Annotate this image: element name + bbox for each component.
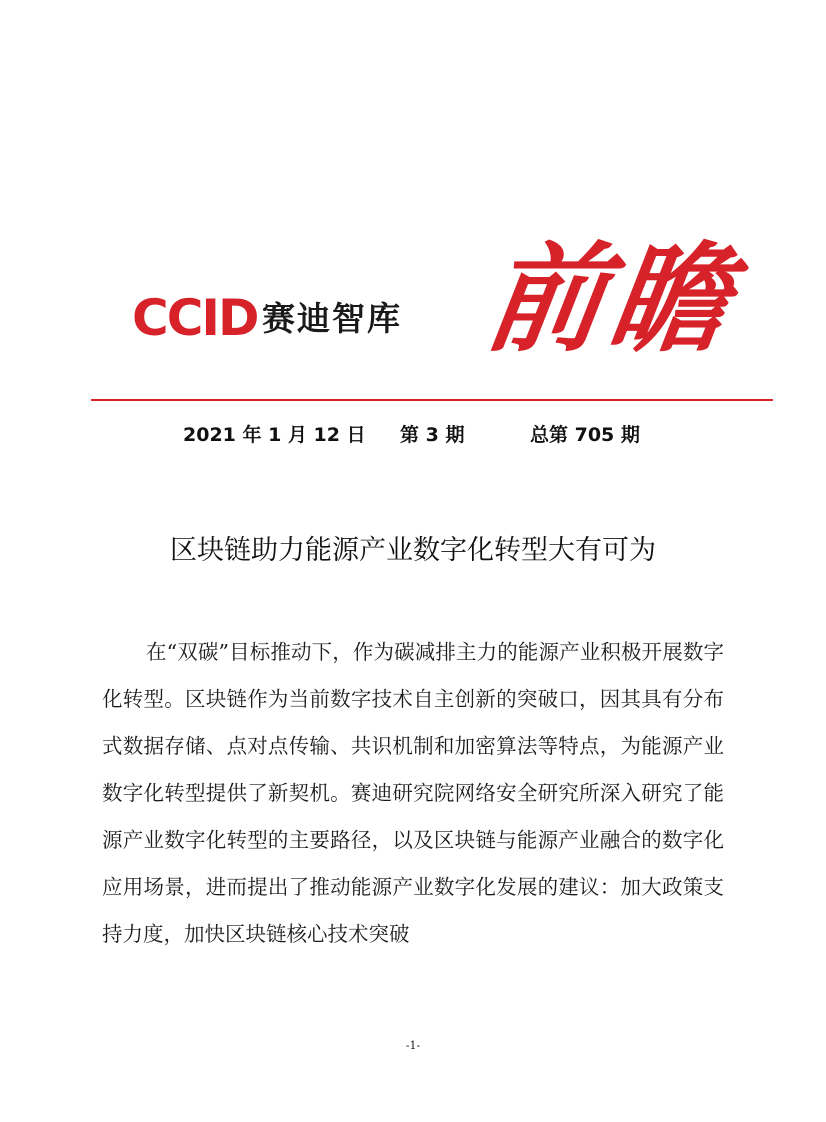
article-title: 区块链助力能源产业数字化转型大有可为: [170, 535, 656, 566]
page-number: -1-: [405, 1039, 421, 1052]
issue-date: 2021 年 1 月 12 日: [183, 424, 366, 446]
ccid-logo: CCID: [132, 289, 258, 347]
header-divider: [91, 399, 773, 401]
issue-number: 第 3 期: [400, 424, 465, 446]
brand-name: 赛迪智库: [262, 299, 402, 338]
issue-total: 总第 705 期: [530, 424, 640, 446]
publication-title: 前瞻: [477, 229, 745, 368]
article-body: 在“双碳”目标推动下，作为碳减排主力的能源产业积极开展数字化转型。区块链作为当前数字技术自主创新的突破口，因其具有分布式数据存储、点对点传输、共识机制和加密算法等特点，为能源产业数字化转型提供了新契机。赛迪研究院网络安全研究所深入研究了能源产业数字化转型的主要路径，以及区块链与能源产业融合的数字化应用场景，进而提出了推动能源产业数字化发展的建议：加大政策支持力度，加快区块链核心技术突破: [102, 640, 724, 946]
masthead: [0, 0, 826, 400]
